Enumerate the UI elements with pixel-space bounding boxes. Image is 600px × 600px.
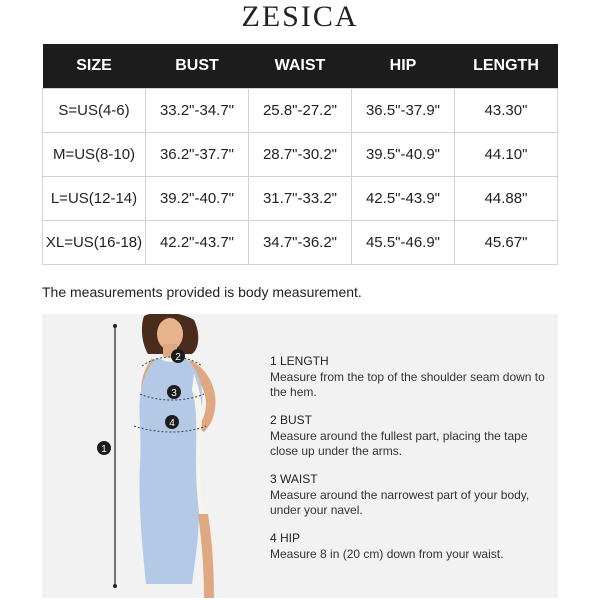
table-row (43, 133, 558, 177)
cell-hip: 36.5"-37.9" (352, 89, 455, 133)
guide-waist-title: 3 WAIST (270, 472, 318, 486)
measurement-note: The measurements provided is body measurement. (42, 284, 362, 300)
cell-size: L=US(12-14) (43, 177, 146, 221)
size-chart-table (42, 44, 558, 265)
cell-size: M=US(8-10) (43, 133, 146, 177)
guide-bust-title: 2 BUST (270, 413, 313, 427)
header-length: LENGTH (455, 44, 558, 89)
cell-bust: 36.2"-37.7" (146, 133, 249, 177)
header-hip: HIP (352, 44, 455, 89)
cell-length: 43.30" (455, 89, 558, 133)
cell-hip: 39.5"-40.9" (352, 133, 455, 177)
marker-2-label: 2 (175, 352, 181, 363)
cell-waist: 28.7"-30.2" (249, 133, 352, 177)
leg-shape (198, 514, 214, 598)
table-header-row (43, 44, 558, 89)
cell-length: 45.67" (455, 221, 558, 265)
table-row (43, 221, 558, 265)
cell-hip: 42.5"-43.9" (352, 177, 455, 221)
length-line-top (113, 324, 117, 328)
marker-3-label: 3 (171, 388, 177, 399)
cell-bust: 33.2"-34.7" (146, 89, 249, 133)
guide-hip-title: 4 HIP (270, 531, 301, 545)
cell-length: 44.88" (455, 177, 558, 221)
guide-waist-desc: Measure around the narrowest part of your body, under your navel. (270, 488, 530, 517)
cell-size: S=US(4-6) (43, 89, 146, 133)
guide-bust (270, 413, 550, 459)
guide-length-desc: Measure from the top of the shoulder seam down to the hem. (270, 370, 545, 399)
header-waist: WAIST (249, 44, 352, 89)
cell-waist: 34.7"-36.2" (249, 221, 352, 265)
cell-waist: 31.7"-33.2" (249, 177, 352, 221)
header-size: SIZE (43, 44, 146, 89)
guide-waist (270, 472, 550, 518)
cell-waist: 25.8"-27.2" (249, 89, 352, 133)
guide-hip (270, 531, 550, 562)
measurement-guide-panel (42, 314, 558, 598)
table-row (43, 89, 558, 133)
guide-length-title: 1 LENGTH (270, 354, 329, 368)
length-line-bottom (113, 584, 117, 588)
guide-length (270, 354, 550, 400)
cell-length: 44.10" (455, 133, 558, 177)
cell-bust: 42.2"-43.7" (146, 221, 249, 265)
guide-bust-desc: Measure around the fullest part, placing the tape close up under the arms. (270, 429, 528, 458)
table-row (43, 177, 558, 221)
cell-bust: 39.2"-40.7" (146, 177, 249, 221)
model-figure (42, 314, 272, 598)
marker-1-label: 1 (101, 444, 107, 455)
guide-hip-desc: Measure 8 in (20 cm) down from your waist. (270, 547, 504, 561)
measurement-instructions (270, 354, 550, 575)
header-bust: BUST (146, 44, 249, 89)
cell-hip: 45.5"-46.9" (352, 221, 455, 265)
cell-size: XL=US(16-18) (43, 221, 146, 265)
brand-logo: ZESICA (241, 0, 359, 33)
marker-4-label: 4 (169, 418, 175, 429)
